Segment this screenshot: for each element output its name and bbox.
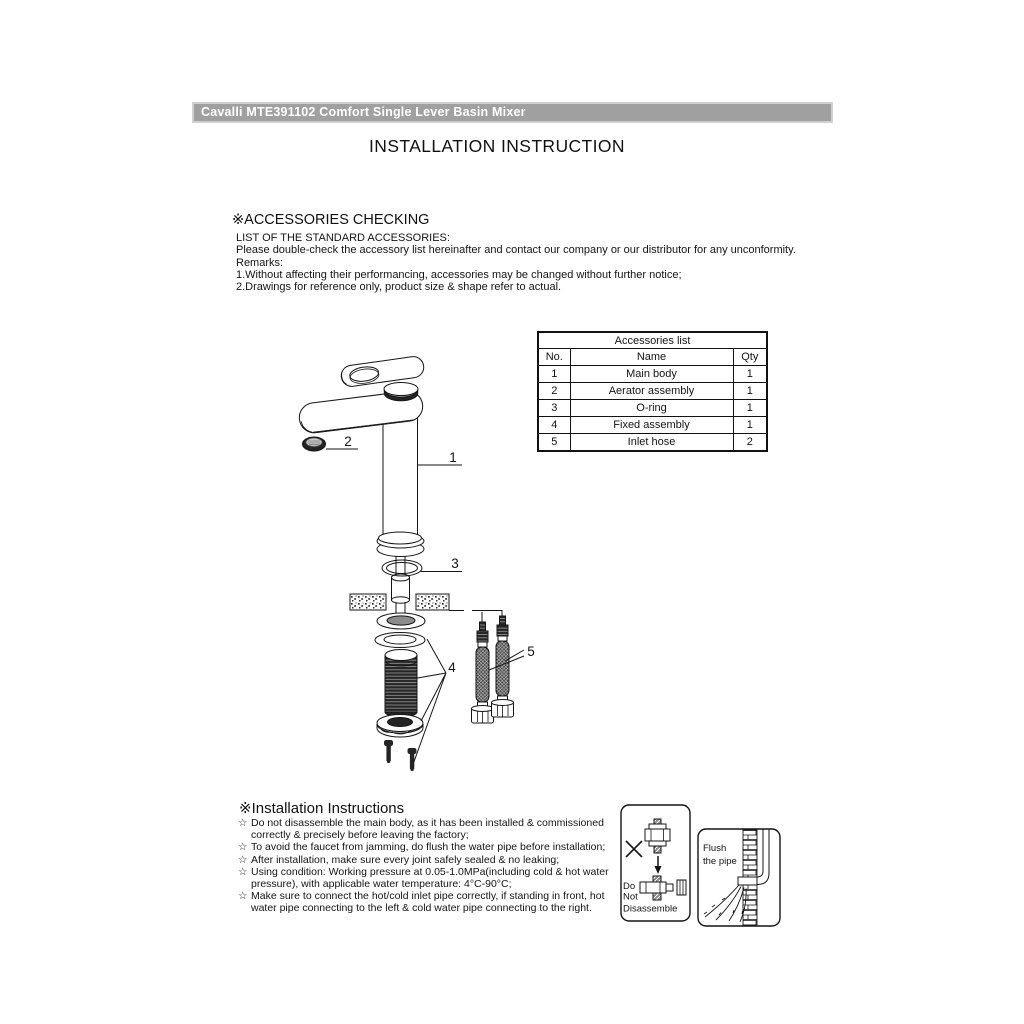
faucet-exploded-diagram [280,350,560,780]
warning-pictograms [615,798,785,930]
instruction-item [238,891,630,914]
instruction-item [238,867,630,890]
cell-no: 1 [538,366,570,383]
star-bullet-icon: ☆ [238,841,248,854]
table-row [538,434,767,452]
inlet-hoses [472,616,514,723]
cell-no: 2 [538,383,570,400]
remark-1: 1.Without affecting their performancing, accessories may be changed without further notice; [236,268,682,281]
product-name: Cavalli MTE391102 Comfort Single Lever Basin Mixer [201,105,526,119]
part-label-inlet-hose: 5 [527,644,535,659]
cell-qty: 2 [733,434,767,452]
fixed-assembly [375,613,425,771]
installation-bullet-list [238,818,630,916]
cell-name: Inlet hose [570,434,733,452]
star-bullet-icon: ☆ [238,817,248,829]
do-not-label-line2: Not [623,891,638,903]
cell-name: Fixed assembly [570,417,733,434]
star-bullet-icon: ☆ [238,890,248,903]
cell-name: Aerator assembly [570,383,733,400]
remark-2: 2.Drawings for reference only, product size & shape refer to actual. [236,281,562,294]
table-title-row [538,332,767,349]
col-header-name: Name [570,349,733,366]
cell-qty: 1 [733,417,767,434]
cell-no: 4 [538,417,570,434]
table-row [538,366,767,383]
instruction-text: Using condition: Working pressure at 0.05-1.0MPa(including cold & hot water pressure), with applicable water temperature: 4°C-90°C; [251,866,609,890]
flush-label-line1: Flush [703,843,727,854]
part-label-main-body: 1 [449,450,457,465]
cell-no: 3 [538,400,570,417]
part-label-fixed-assembly: 4 [448,660,456,675]
hose-routing-line [449,611,502,631]
star-bullet-icon: ☆ [238,853,248,866]
remarks-label: Remarks: [236,256,284,269]
table-row [538,417,767,434]
table-title: Accessories list [538,332,767,349]
table-row [538,383,767,400]
instruction-item [238,818,630,841]
table-row [538,400,767,417]
instruction-text: After installation, make sure every joint safely sealed & no leaking; [251,853,560,866]
cell-qty: 1 [733,366,767,383]
accessories-list-label: LIST OF THE STANDARD ACCESSORIES: [236,232,450,244]
do-not-label-line3: Disassemble [623,903,678,915]
accessories-heading: ※ACCESSORIES CHECKING [232,212,430,228]
faucet-joint-cap [384,383,418,401]
pipe-outlet [738,877,757,885]
table-header-row [538,349,767,366]
cell-no: 5 [538,434,570,452]
part-label-o-ring: 3 [451,556,459,571]
instruction-text: To avoid the faucet from jamming, do flush the water pipe before installation; [251,841,606,854]
col-header-qty: Qty [733,349,767,366]
cell-name: Main body [570,366,733,383]
instruction-text: Do not disassemble the main body, as it has been installed & commissioned correctly & precisely before leaving the factory; [251,817,604,841]
instruction-item [238,855,630,867]
instruction-text: Make sure to connect the hot/cold inlet pipe correctly, if standing in front, hot water pipe connecting to the left & cold water pipe connecting to the right. [251,890,605,915]
page-title: INSTALLATION INSTRUCTION [369,136,625,156]
accessories-text-block [236,232,796,293]
part-label-aerator: 2 [344,434,352,449]
cell-qty: 1 [733,400,767,417]
accessories-table [537,331,768,452]
cell-qty: 1 [733,383,767,400]
faucet-handle [340,355,425,387]
aerator [303,437,326,451]
accessories-intro: Please double-check the accessory list hereinafter and contact our company or our distributor for any unconformity. [236,244,796,257]
installation-heading: ※Installation Instructions [239,800,405,817]
cell-name: O-ring [570,400,733,417]
instruction-item [238,842,630,854]
flush-label-line2: the pipe [703,856,737,867]
col-header-no: No. [538,349,570,366]
do-not-label-line1: Do [623,881,636,892]
star-bullet-icon: ☆ [238,866,248,879]
product-header-bar [192,102,833,123]
